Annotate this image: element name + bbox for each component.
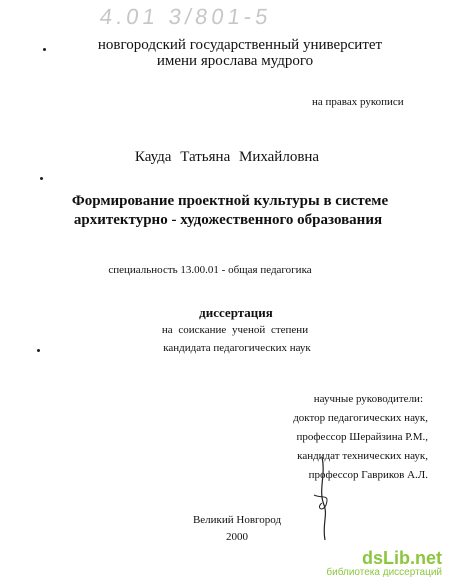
handwritten-reference-number: 4.01 3/801-5 (98, 4, 274, 29)
advisor-line: кандидат технических наук, (297, 450, 428, 462)
watermark-logo: dsLib.net (362, 548, 442, 568)
dissertation-title-line-2: архитектурно - художественного образования (73, 212, 383, 228)
advisor-line: доктор педагогических наук, (293, 412, 428, 424)
degree-line-1: на соискание ученой степени (161, 324, 309, 336)
watermark-subtitle: библиотека диссертаций (326, 567, 442, 578)
advisors-heading: научные руководители: (313, 393, 423, 405)
university-named-after: имени ярослава мудрого (156, 53, 314, 69)
watermark (326, 549, 442, 578)
university-name: новгородский государственный университет (97, 37, 383, 53)
manuscript-note: на правах рукописи (312, 96, 404, 108)
advisor-line: профессор Гавриков А.Л. (308, 469, 428, 481)
document-type: диссертация (199, 305, 273, 320)
city: Великий Новгород (192, 514, 282, 526)
degree-line-2: кандидата педагогических наук (163, 342, 311, 354)
specialty: специальность 13.00.01 - общая педагогика (108, 264, 312, 276)
advisor-line: профессор Шерайзина Р.М., (296, 431, 428, 443)
dissertation-title-line-1: Формирование проектной культуры в системе (71, 193, 389, 209)
year: 2000 (226, 531, 248, 543)
author-name: Кауда Татьяна Михайловна (134, 149, 320, 165)
margin-mark (40, 177, 43, 180)
